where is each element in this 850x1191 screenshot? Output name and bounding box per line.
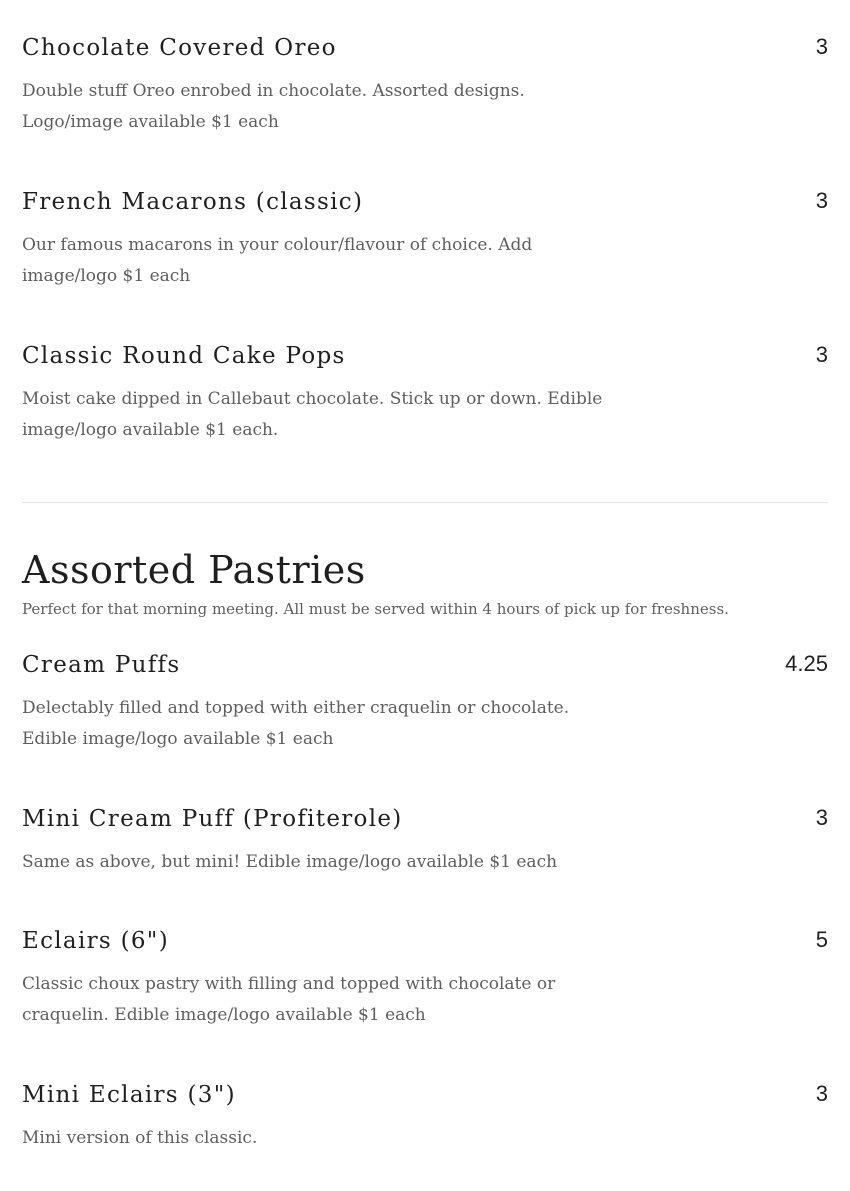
menu-item: [22, 804, 828, 878]
menu-item: [22, 33, 828, 138]
section-divider: [22, 502, 828, 503]
menu-item: [22, 1080, 828, 1154]
item-description-line: image/logo available $1 each.: [22, 420, 279, 440]
item-description-line: craquelin. Edible image/logo available $1 each: [22, 1005, 426, 1025]
item-description: [22, 847, 622, 878]
item-name: French Macarons (classic): [22, 189, 364, 215]
item-description-line: Our famous macarons in your colour/flavour of choice. Add: [22, 235, 533, 255]
item-description: [22, 384, 622, 446]
item-name: Mini Eclairs (3"): [22, 1082, 236, 1108]
item-description: [22, 693, 622, 755]
item-price: 3: [815, 805, 828, 830]
item-description-line: Delectably filled and topped with either craquelin or chocolate.: [22, 698, 570, 718]
item-name: Chocolate Covered Oreo: [22, 35, 337, 61]
item-description-line: Classic choux pastry with filling and topped with chocolate or: [22, 974, 556, 994]
section-subtitle: Perfect for that morning meeting. All must be served within 4 hours of pick up for freshness.: [22, 600, 729, 618]
item-name: Mini Cream Puff (Profiterole): [22, 806, 403, 832]
item-price: 4.25: [785, 651, 828, 676]
item-name: Cream Puffs: [22, 652, 181, 678]
menu-item: [22, 187, 828, 292]
item-description: [22, 230, 622, 292]
item-price: 3: [815, 342, 828, 367]
item-description-line: Double stuff Oreo enrobed in chocolate. Assorted designs.: [22, 81, 525, 101]
item-description-line: Logo/image available $1 each: [22, 112, 279, 132]
item-description-line: Mini version of this classic.: [22, 1128, 258, 1148]
item-description-line: image/logo $1 each: [22, 266, 191, 286]
item-description-line: Edible image/logo available $1 each: [22, 729, 334, 749]
item-description-line: Same as above, but mini! Edible image/logo available $1 each: [22, 852, 558, 872]
item-name: Eclairs (6"): [22, 928, 169, 954]
item-price: 3: [815, 34, 828, 59]
item-description: [22, 1123, 622, 1154]
menu-item: [22, 341, 828, 446]
menu-item: [22, 926, 828, 1031]
item-price: 5: [815, 927, 828, 952]
item-description: [22, 76, 622, 138]
menu-item: [22, 650, 828, 755]
section-title: Assorted Pastries: [22, 548, 366, 592]
item-price: 3: [815, 1081, 828, 1106]
item-price: 3: [815, 188, 828, 213]
item-description-line: Moist cake dipped in Callebaut chocolate. Stick up or down. Edible: [22, 389, 603, 409]
section-header: [22, 548, 828, 620]
item-description: [22, 969, 622, 1031]
item-name: Classic Round Cake Pops: [22, 343, 346, 369]
